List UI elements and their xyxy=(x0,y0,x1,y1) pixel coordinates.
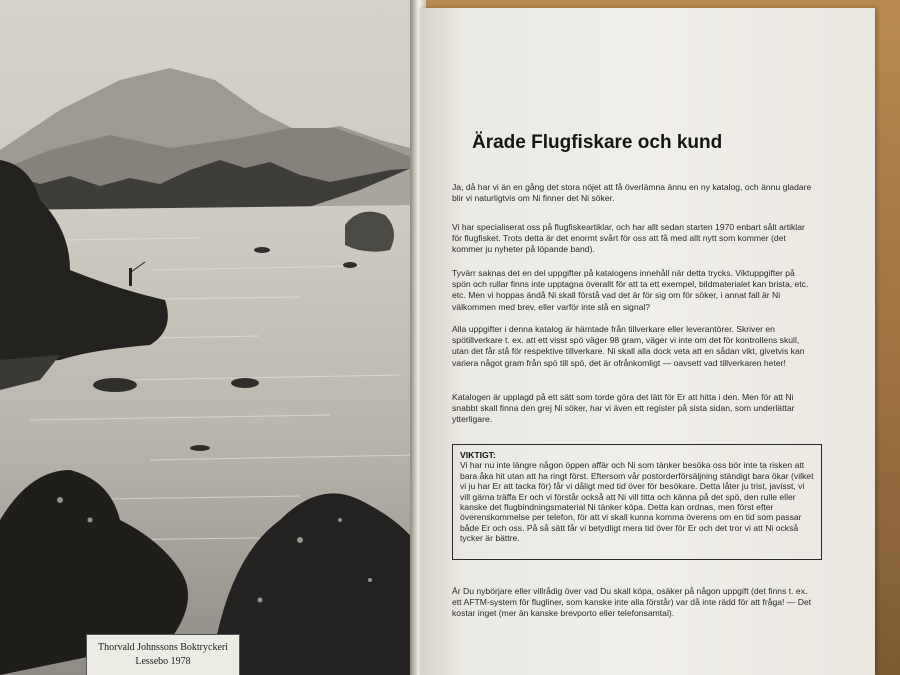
important-heading: VIKTIGT: xyxy=(460,450,496,460)
left-page xyxy=(0,0,418,675)
paragraph-catalog-layout: Katalogen är upplagd på ett sätt som torde göra det lätt för Er att hitta i den. Men för att Ni snabbt skall finna den grej Ni söker, har vi även ett register på sista sidan, som underlättar ytterligare. xyxy=(452,392,795,425)
paragraph-manufacturer-data: Alla uppgifter i denna katalog är hämtade från tillverkare eller leverantörer. Skriver en spötillverkare t. ex. att ett visst spö väger 98 gram, väger vi inte om det för kontrollens skull, utan det får stå för respektive tillverkare. Ni skall alla dock veta att en sådan vikt, givetvis kan variera något gram från spö till spö, det är ofrånkomligt — oavsett vad tillverkaren heter! xyxy=(452,324,805,368)
paragraph-beginner-advice: Är Du nybörjare eller villrådig över vad Du skall köpa, osäker på någon uppgift (det finns t. ex. ett AFTM-system för flugliner, som kanske inte alla förstår) var då inte rädd för att fråga! — Det kostar inget (mer än kanske brevporto eller telefonsamtal). xyxy=(452,586,812,619)
paragraph-specialization: Vi har specialiserat oss på flugfiskeartiklar, och har allt sedan starten 1970 enbart sålt artiklar för flugfisket. Trots detta är det enormt svårt för oss att få med allt nytt som kommer (det kommer ju nyheter på löpande band). xyxy=(452,222,805,255)
paragraph-intro: Ja, då har vi än en gång det stora nöjet att få överlämna ännu en ny katalog, och ännu gladare blir vi naturligtvis om Ni finner det Ni söker. xyxy=(452,182,812,204)
printer-caption xyxy=(86,634,240,675)
caption-line-place-year: Lessebo 1978 xyxy=(135,656,191,667)
page-title: Ärade Flugfiskare och kund xyxy=(472,132,723,153)
important-notice-box xyxy=(452,444,822,560)
river-landscape-photo xyxy=(0,0,418,675)
important-text: Vi har nu inte längre någon öppen affär och Ni som tänker besöka oss bör inte ta risken att bara åka hit utan att ha ringt först. Eftersom vår postorderförsäljning ständigt bara ökar (vilket vi ju har Er att tacka för) får vi dåligt med tid över för besökare. Detta låter ju trist, javisst, vi vill gärna träffa Er och vi förstår också att Ni vill titta och känna på det spö, den rulle eller kanske det flugbindningsmaterial Ni tänker köpa. Detta kan ordnas, men först efter överenskommelse per telefon, för att vi skall kunna komma överens om en tid som passar både Er och oss. På så sätt får vi betydligt mera tid över för Er och det tror vi att Ni också tycker är bättre. xyxy=(460,460,814,544)
caption-line-printer: Thorvald Johnssons Boktryckeri xyxy=(98,642,228,653)
paragraph-missing-info: Tyvärr saknas det en del uppgifter på katalogens innehåll när detta trycks. Viktuppgifter på spön och rullar finns inte upptagna överallt för att ta ett exempel, bildmaterialet kan brista, etc. etc. Men vi hoppas ändå Ni skall förstå vad det är för sig om för söker, i annat fall är Ni välkommen med brev, eller varför inte slå en signal? xyxy=(452,268,809,312)
